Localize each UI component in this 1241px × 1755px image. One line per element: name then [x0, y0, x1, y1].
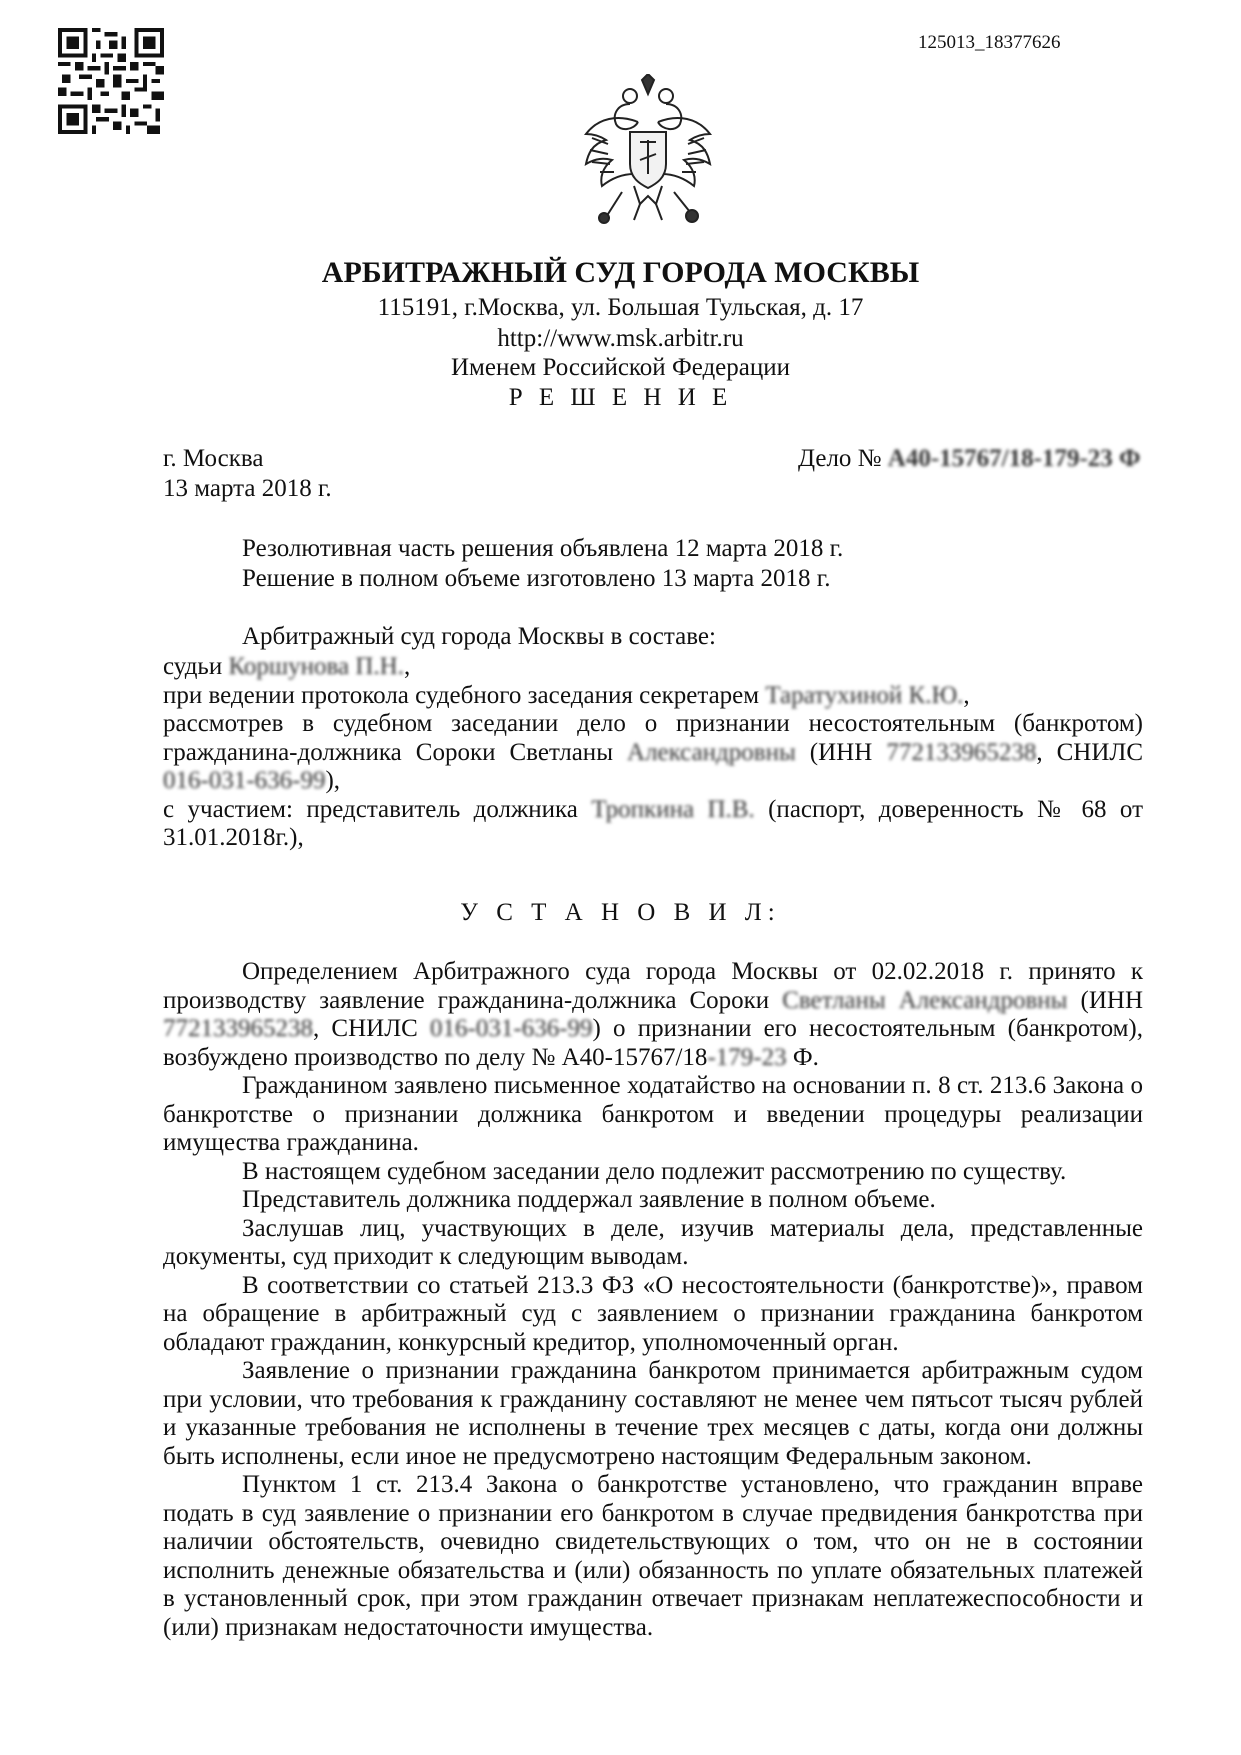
- body-inn: 772133965238: [163, 1015, 313, 1042]
- document-id: 125013_18377626: [918, 32, 1061, 53]
- paragraph-2: Гражданином заявлено письменное ходатайство на основании п. 8 ст. 213.6 Закона о банкротстве о признании должника банкротом и введении процедуры реализации имущества гражданина.: [163, 1072, 1143, 1156]
- resolution-announced: Резолютивная часть решения объявлена 12 марта 2018 г.: [242, 535, 844, 562]
- debtor-snils: 016-031-636-99: [163, 767, 326, 794]
- body-text: [163, 958, 1143, 1642]
- paragraph-1: Определением Арбитражного суда города Москвы от 02.02.2018 г. принято к производству заявление гражданина-должника Сороки Светланы Александровны (ИНН 772133965238, СНИЛС 016-031-636-99) о признании его несостоятельным (банкротом), возбуждено производство по делу № А40-15767/18-179-23 Ф.: [163, 958, 1144, 1071]
- debtor-inn: 772133965238: [886, 738, 1037, 766]
- court-website: http://www.msk.arbitr.ru: [497, 325, 744, 352]
- secretary-line: при ведении протокола судебного заседания секретарем Таратухиной К.Ю.,: [163, 681, 970, 709]
- resolution-full: Решение в полном объеме изготовлено 13 марта 2018 г.: [242, 565, 831, 592]
- representative-name: Тропкина П.В.: [591, 795, 755, 823]
- qr-code: [58, 28, 164, 134]
- case-number-line: [798, 445, 1141, 474]
- decision-date: 13 марта 2018 г.: [163, 475, 332, 502]
- paragraph-5: Заслушав лиц, участвующих в деле, изучив материалы дела, представленные документы, суд приходит к следующим выводам.: [163, 1214, 1143, 1270]
- paragraph-8: Пунктом 1 ст. 213.4 Закона о банкротстве установлено, что гражданин вправе подать в суд заявление о признании его банкротом в случае предвидения банкротства при наличии обстоятельств, очевидно свидетельствующих о том, что он не в состоянии исполнить денежные обязательства и (или) обязанность по уплате обязательных платежей в установленный срок, при этом гражданин отвечает признакам неплатежеспособности и (или) признакам недостаточности имущества.: [163, 1471, 1143, 1641]
- debtor-patronymic: Александровны: [627, 738, 796, 766]
- debtor-name: Светланы Александровны: [782, 986, 1068, 1014]
- paragraph-7: Заявление о признании гражданина банкротом принимается арбитражным судом при условии, что требования к гражданину составляют не менее чем пятьсот тысяч рублей и указанные требования не исполнены в течение трех месяцев с даты, когда они должны быть исполнены, если иное не предусмотрено настоящим Федеральным законом.: [163, 1357, 1143, 1470]
- participation-line: с участием: представитель должника Тропкина П.В. (паспорт, доверенность № 68 от 31.01.2018г.),: [163, 795, 1144, 851]
- body-snils: 016-031-636-99: [430, 1015, 593, 1042]
- in-name-of-federation: Именем Российской Федерации: [450, 354, 791, 381]
- judge-name: Коршунова П.Н.: [228, 653, 404, 680]
- secretary-name: Таратухиной К.Ю.: [765, 681, 964, 709]
- decision-city: г. Москва: [163, 445, 264, 472]
- case-label: Дело №: [798, 445, 882, 472]
- composition-block: [163, 653, 1143, 853]
- court-address: 115191, г.Москва, ул. Большая Тульская, д. 17: [377, 294, 864, 321]
- established-heading: У С Т А Н О В И Л:: [460, 899, 781, 926]
- court-title: АРБИТРАЖНЫЙ СУД ГОРОДА МОСКВЫ: [321, 256, 920, 289]
- paragraph-3: В настоящем судебном заседании дело подлежит рассмотрению по существу.: [242, 1157, 1067, 1185]
- coat-of-arms-icon: [578, 74, 718, 224]
- paragraph-6: В соответствии со статьей 213.3 ФЗ «О несостоятельности (банкротстве)», правом на обращение в арбитражный суд с заявлением о признании гражданина банкротом обладают гражданин, конкурсный кредитор, уполномоченный орган.: [163, 1271, 1143, 1356]
- paragraph-4: Представитель должника поддержал заявление в полном объеме.: [242, 1186, 936, 1213]
- composition-intro: Арбитражный суд города Москвы в составе:: [242, 623, 716, 650]
- decision-heading: Р Е Ш Е Н И Е: [508, 384, 733, 411]
- body-case-tail: -179-23: [707, 1043, 787, 1071]
- judge-line: судьи Коршунова П.Н.,: [163, 653, 411, 680]
- case-number: А40-15767/18-179-23 Ф: [887, 445, 1141, 472]
- considering-line: рассмотрев в судебном заседании дело о признании несостоятельным (банкротом) гражданина-должника Сороки Светланы Александровны (ИНН 772133965238, СНИЛС 016-031-636-99),: [163, 710, 1144, 794]
